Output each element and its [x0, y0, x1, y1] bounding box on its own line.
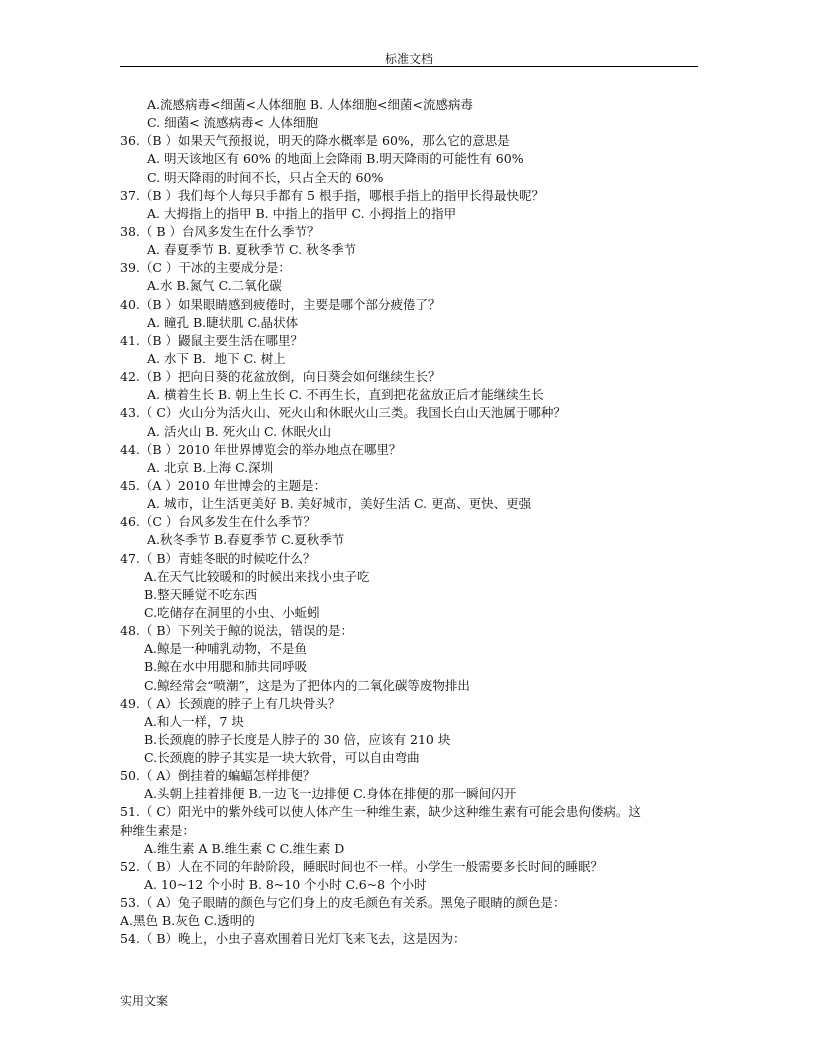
question-line: 49.（ A）长颈鹿的脖子上有几块骨头？	[120, 695, 341, 711]
answer-option-line: A.鲸是一种哺乳动物，不是鱼	[144, 641, 308, 657]
answer-option-line: A. 城市，让生活更美好 B. 美好城市，美好生活 C. 更高、更快、更强	[147, 496, 532, 512]
question-line: 39.（C ）干冰的主要成分是：	[120, 260, 291, 276]
answer-option-line: A. 活火山 B. 死火山 C. 休眠火山	[147, 423, 332, 439]
answer-option-line: C.鲸经常会“喷潮”，这是为了把体内的二氧化碳等废物排出	[144, 677, 470, 693]
answer-option-line: A. 春夏季节 B. 夏秋季节 C. 秋冬季节	[147, 242, 357, 258]
answer-option-line: C. 明天降雨的时间不长，只占全天的 60%	[147, 169, 384, 185]
answer-option-line: A. 明天该地区有 60% 的地面上会降雨 B.明天降雨的可能性有 60%	[147, 151, 524, 167]
header-divider	[120, 66, 698, 67]
answer-option-line: A. 瞳孔 B.睫状肌 C.晶状体	[147, 314, 299, 330]
answer-option-line: A.秋冬季节 B.春夏季节 C.夏秋季节	[147, 532, 345, 548]
answer-option-line: A.流感病毒<细菌<人体细胞 B. 人体细胞<细菌<流感病毒	[147, 97, 474, 112]
answer-option-line: A. 大拇指上的指甲 B. 中指上的指甲 C. 小拇指上的指甲	[147, 205, 457, 221]
question-line: 53.（ A）兔子眼睛的颜色与它们身上的皮毛颜色有关系。黑兔子眼睛的颜色是：	[120, 895, 566, 911]
question-line: 50.（ A）倒挂着的蝙蝠怎样排便？	[120, 768, 316, 784]
question-line: 40.（B ）如果眼睛感到疲倦时，主要是哪个部分疲倦了？	[120, 296, 441, 312]
question-line: 42.（B ）把向日葵的花盆放倒，向日葵会如何继续生长？	[120, 369, 441, 385]
page-header: 标准文档	[384, 52, 433, 66]
question-line: 种维生素是：	[120, 822, 196, 838]
question-line: 38.（ B ）台风多发生在什么季节？	[120, 223, 320, 239]
question-line: 46.（C ）台风多发生在什么季节？	[120, 514, 316, 530]
page-footer: 实用文案	[120, 994, 169, 1008]
answer-option-line: A.水 B.氮气 C.二氧化碳	[147, 278, 282, 294]
answer-option-line: A. 横着生长 B. 朝上生长 C. 不再生长，直到把花盆放正后才能继续生长	[147, 387, 544, 403]
answer-option-line: A.和人一样，7 块	[144, 713, 244, 729]
answer-option-line: C. 细菌< 流感病毒< 人体细胞	[147, 115, 318, 131]
answer-option-line: A. 北京 B.上海 C.深圳	[147, 459, 274, 475]
answer-option-line: A.黑色 B.灰色 C.透明的	[120, 913, 255, 929]
answer-option-line: A.头朝上挂着排便 B.一边飞一边排便 C.身体在排便的那一瞬间闪开	[144, 786, 517, 802]
document-body	[120, 96, 706, 949]
answer-option-line: C.吃储存在洞里的小虫、小蚯蚓	[144, 604, 320, 620]
answer-option-line: B.长颈鹿的脖子长度是人脖子的 30 倍，应该有 210 块	[144, 731, 451, 747]
question-line: 52.（ B）人在不同的年龄阶段，睡眠时间也不一样。小学生一般需要多长时间的睡眠？	[120, 858, 604, 874]
question-line: 44.（B ）2010 年世界博览会的举办地点在哪里？	[120, 441, 402, 457]
question-line: 47.（ B）青蛙冬眠的时候吃什么？	[120, 550, 316, 566]
question-line: 48.（ B）下列关于鲸的说法，错误的是：	[120, 623, 354, 639]
question-line: 41.（B ）鼹鼠主要生活在哪里？	[120, 332, 304, 348]
answer-option-line: C.长颈鹿的脖子其实是一块大软骨，可以自由弯曲	[144, 750, 420, 766]
question-line: 45.（A ）2010 年世博会的主题是：	[120, 477, 327, 493]
question-line: 36.（B ）如果天气预报说，明天的降水概率是 60%，那么它的意思是	[120, 133, 510, 149]
question-line: 37.（B ）我们每个人每只手都有 5 根手指，哪根手指上的指甲长得最快呢？	[120, 187, 544, 203]
answer-option-line: B.鲸在水中用腮和肺共同呼吸	[144, 659, 308, 675]
answer-option-line: A.维生素 A B.维生素 C C.维生素 D	[144, 840, 345, 856]
answer-option-line: A. 水下 B．地下 C. 树上	[147, 350, 286, 366]
question-line: 43.（ C）火山分为活火山、死火山和休眠火山三类。我国长白山天池属于哪种？	[120, 405, 566, 421]
answer-option-line: A. 10~12 个小时 B. 8~10 个小时 C.6~8 个小时	[144, 877, 427, 893]
question-line: 51.（ C）阳光中的紫外线可以使人体产生一种维生素，缺少这种维生素有可能会患佝偻病。这	[120, 804, 641, 820]
answer-option-line: B.整天睡觉不吃东西	[144, 586, 258, 602]
question-line: 54.（ B）晚上，小虫子喜欢围着日光灯飞来飞去，这是因为：	[120, 931, 466, 947]
answer-option-line: A.在天气比较暖和的时候出来找小虫子吃	[144, 568, 370, 584]
